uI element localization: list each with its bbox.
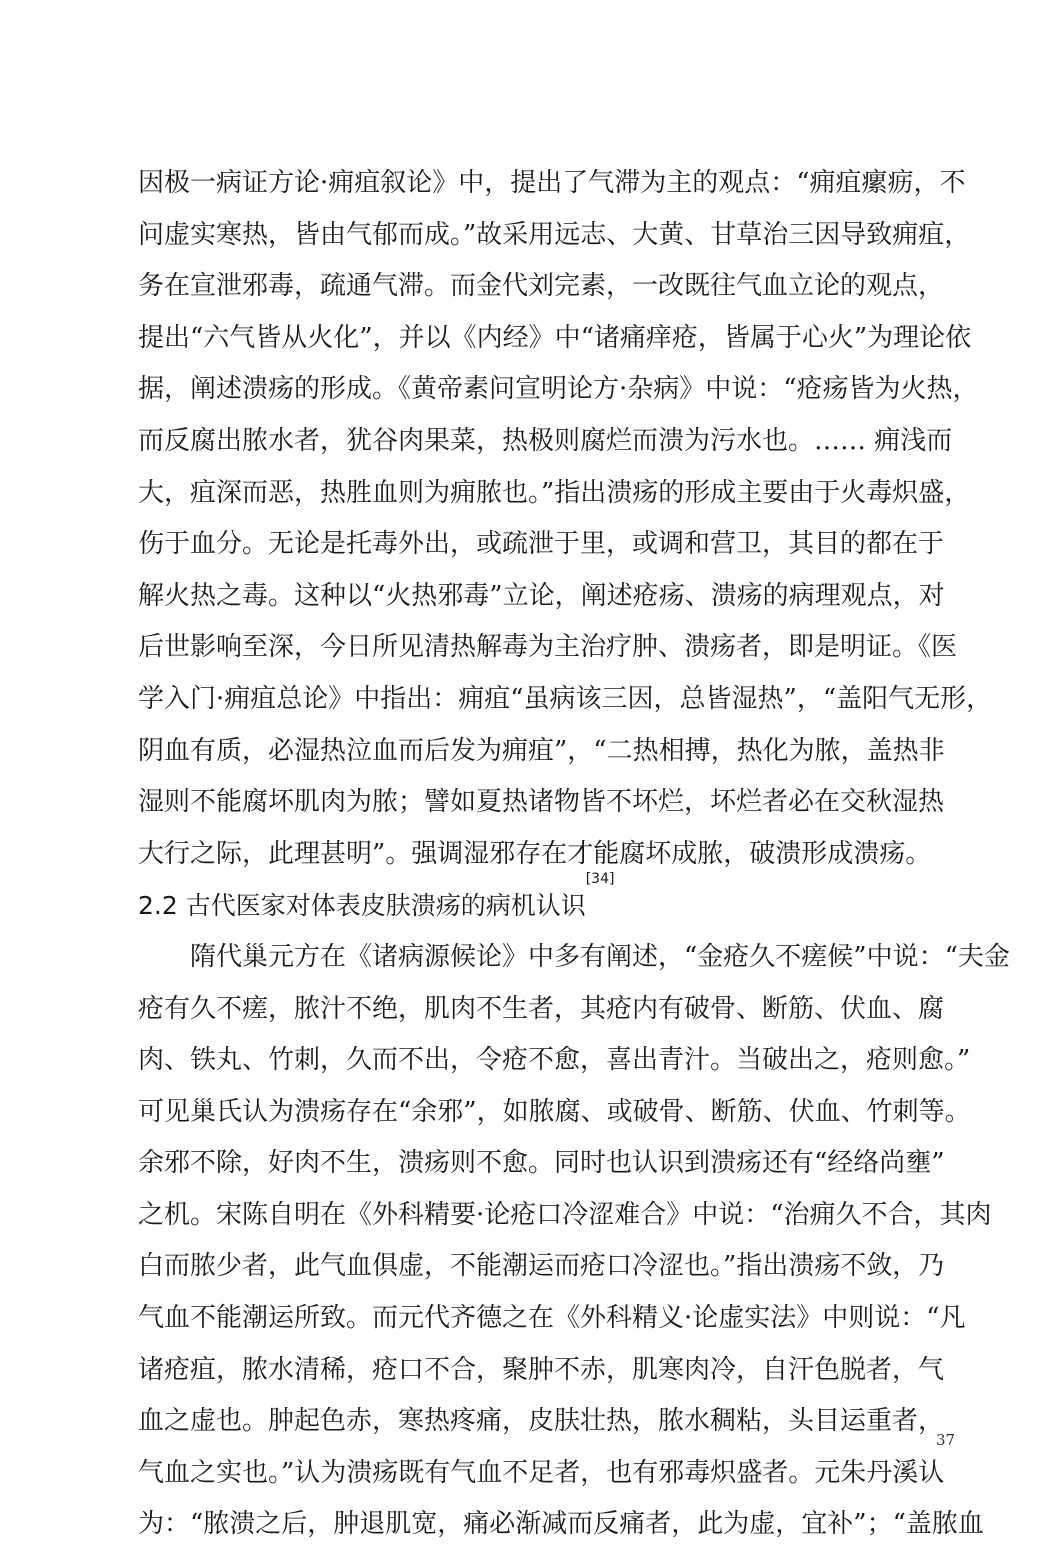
text-line: 疮有久不瘥，脓汁不绝，肌肉不生者，其疮内有破骨、断筋、伏血、腐 — [138, 993, 945, 1024]
text-line: 白而脓少者，此气血俱虚，不能潮运而疮口冷涩也。”指出溃疡不敛，乃 — [138, 1251, 945, 1282]
text-line: 隋代巢元方在《诸病源候论》中多有阐述，“金疮久不瘥候”中说：“夫金 — [138, 941, 1010, 972]
text-line: 大行之际，此理甚明”。强调湿邪存在才能腐坏成脓，破溃形成溃疡。 — [138, 838, 932, 869]
text-line: 湿则不能腐坏肌肉为脓；譬如夏热诸物皆不坏烂，坏烂者必在交秋湿热 — [138, 787, 945, 818]
text-line: 学入门·痈疽总论》中指出：痈疽“虽病该三因，总皆湿热”，“盖阳气无形， — [138, 683, 993, 714]
text-line: 气血之实也。”认为溃疡既有气血不足者，也有邪毒炽盛者。元朱丹溪认 — [138, 1457, 945, 1488]
text-line: 气血不能潮运所致。而元代齐德之在《外科精义·论虚实法》中则说：“凡 — [138, 1303, 966, 1334]
text-line: 为：“脓溃之后，肿退肌宽，痛必渐减而反痛者，此为虚，宜补”；“盖脓血 — [138, 1509, 984, 1540]
text-line: 之机。宋陈自明在《外科精要·论疮口冷涩难合》中说：“治痈久不合，其肉 — [138, 1199, 992, 1230]
text-line: 因极一病证方论·痈疽叙论》中，提出了气滞为主的观点：“痈疽瘰疬，不 — [138, 168, 966, 198]
text-line: 肉、铁丸、竹刺，久而不出，令疮不愈，喜出青汁。当破出之，疮则愈。” — [138, 1045, 971, 1076]
text-line: 务在宣泄邪毒，疏通气滞。而金代刘完素，一改既往气血立论的观点， — [138, 271, 945, 302]
section-heading-text: 2.2 古代医家对体表皮肤溃疡的病机认识 — [138, 891, 586, 921]
text-line: 余邪不除，好肉不生，溃疡则不愈。同时也认识到溃疡还有“经络尚壅” — [138, 1148, 945, 1179]
text-line: 大，疽深而恶，热胜血则为痈脓也。”指出溃疡的形成主要由于火毒炽盛， — [138, 477, 971, 508]
text-line: 诸疮疽，脓水清稀，疮口不合，聚肿不赤，肌寒肉冷，自汗色脱者，气 — [138, 1354, 945, 1385]
text-line: 而反腐出脓水者，犹谷肉果菜，热极则腐烂而溃为污水也。…… 痈浅而 — [138, 425, 953, 456]
text-line: 血之虚也。肿起色赤，寒热疼痛，皮肤壮热，脓水稠粘，头目运重者， — [138, 1406, 945, 1437]
text-line: 提出“六气皆从火化”，并以《内经》中“诸痛痒疮，皆属于心火”为理论依 — [138, 322, 972, 353]
paragraph-1 — [138, 158, 993, 880]
text-line: 伤于血分。无论是托毒外出，或疏泄于里，或调和营卫，其目的都在于 — [138, 529, 945, 560]
text-line: 可见巢氏认为溃疡存在“余邪”，如脓腐、或破骨、断筋、伏血、竹刺等。 — [138, 1096, 971, 1127]
text-line: 解火热之毒。这种以“火热邪毒”立论，阐述疮疡、溃疡的病理观点，对 — [138, 580, 945, 611]
page-number: 37 — [936, 1431, 956, 1449]
citation-reference[interactable]: [34] — [585, 871, 615, 888]
text-line: 后世影响至深，今日所见清热解毒为主治疗肿、溃疡者，即是明证。《医 — [138, 632, 958, 663]
text-line: 阴血有质，必湿热泣血而后发为痈疽”，“二热相搏，热化为脓，盖热非 — [138, 735, 945, 766]
text-line: 问虚实寒热，皆由气郁而成。”故采用远志、大黄、甘草治三因导致痈疽， — [138, 219, 971, 250]
text-line: 据，阐述溃疡的形成。《黄帝素问宣明论方·杂病》中说：“疮疡皆为火热， — [138, 374, 979, 405]
section-heading — [138, 871, 924, 932]
